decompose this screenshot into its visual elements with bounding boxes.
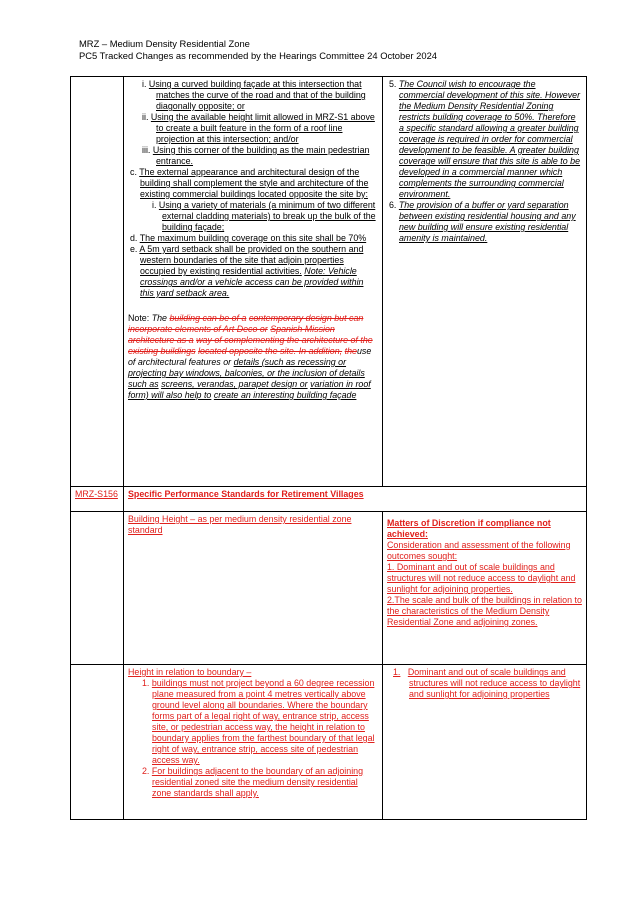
table-row: [71, 512, 587, 665]
list-note: Note: Vehicle crossings and/or a vehicle access can be provided within this yard setback area.: [140, 266, 364, 298]
code-cell: [71, 665, 124, 820]
list-text: Using a variety of materials (a minimum of two different external cladding materials) to break up the bulk of the building façade;: [158, 200, 376, 232]
header-subtitle: PC5 Tracked Changes as recommended by the Hearings Committee 24 October 2024: [79, 50, 437, 61]
matters-of-discretion: [383, 512, 587, 665]
list-marker: e.: [130, 244, 138, 254]
list-marker: i.: [142, 79, 147, 89]
deleted-text: the: [344, 346, 357, 356]
list-text: For buildings adjacent to the boundary of an adjoining residential zoned site the medium density residential zone standards shall apply.: [151, 766, 364, 798]
list-item: [128, 244, 378, 299]
note-text: use of architectural features or: [128, 346, 372, 367]
code-cell: [71, 512, 124, 665]
list-text: Using this corner of the building as the main pedestrian entrance.: [152, 145, 370, 166]
list-item: [128, 233, 378, 244]
list-item: [128, 79, 378, 112]
list-item: [128, 766, 378, 799]
list-text: Using a curved building façade at this intersection that matches the curve of the road and that of the building diagonally opposite; or: [148, 79, 366, 111]
discretion-item: 1. Dominant and out of scale buildings and structures will not reduce access to daylight and sunlight for adjoining properties.: [387, 562, 576, 594]
list-marker: d.: [130, 233, 138, 243]
note-text: projecting bay windows, balconies, or the inclusion of details such as: [128, 368, 365, 389]
list-text: The Council wish to encourage the commercial development of this site. However the Medium Density Residential Zoning restricts building coverage to 50%. Therefore a specific standard allowing a greater building coverage is required in order for commercial development to be feasible. A greater building coverage will ensure that this site is able to be developed in a commercial manner which complements the surrounding commercial environment.: [398, 79, 581, 199]
list-text: The maximum building coverage on this site shall be 70%: [139, 233, 367, 243]
discretion-item: 2.The scale and bulk of the buildings in relation to the characteristics of the Medium Density Residential Zone and adjoining zones.: [387, 595, 582, 627]
deleted-text: Spanish Mission architecture as a: [128, 324, 335, 345]
header-zone-title: MRZ – Medium Density Residential Zone: [79, 38, 250, 49]
list-text: Dominant and out of scale buildings and structures will not reduce access to daylight and sunlight for adjoining properties: [407, 667, 581, 699]
list-item: [128, 167, 378, 200]
list-marker: ii.: [142, 112, 149, 122]
standard-code: MRZ-S156: [71, 487, 124, 512]
deleted-text: located opposite the site. In addition,: [198, 346, 343, 356]
section-title: Specific Performance Standards for Retirement Villages: [124, 487, 587, 512]
note-text: The: [151, 313, 167, 323]
list-item: [387, 667, 582, 700]
note-text: details (such as recessing or: [233, 357, 347, 367]
deleted-text: contemporary design but can: [248, 313, 364, 323]
list-item: [128, 145, 378, 167]
list-text: A 5m yard setback shall be provided on the southern and western boundaries of the site that adjoin properties occupied by existing residential activities.: [139, 244, 364, 276]
list-marker: 6.: [389, 200, 397, 210]
list-item: [128, 200, 378, 233]
list-text: The provision of a buffer or yard separation between existing residential housing and any new building will ensure existing residential amenity is maintained.: [398, 200, 576, 243]
height-boundary-standard: [124, 665, 383, 820]
list-text: Using the available height limit allowed in MRZ-S1 above to create a built feature in the form of a roof line projection at this intersection; and/or: [150, 112, 375, 144]
deleted-text: building can be of a: [169, 313, 247, 323]
list-marker: 5.: [389, 79, 397, 89]
note-label: Note:: [128, 313, 150, 323]
standard-heading: Height in relation to boundary –: [128, 667, 252, 677]
standards-table: [70, 76, 587, 820]
discretion-title: Matters of Discretion if compliance not achieved:: [387, 518, 551, 539]
list-marker: 1.: [142, 678, 150, 688]
table-row: [71, 77, 587, 487]
reason-cell: [383, 77, 587, 487]
list-text: The external appearance and architectural design of the building shall complement the style and architecture of the existing commercial buildings located opposite the site by:: [139, 167, 369, 199]
list-marker: iii.: [142, 145, 151, 155]
note-text: screens, verandas, parapet design or: [161, 379, 308, 389]
deleted-text: incorporate elements of Art Deco or: [128, 324, 268, 334]
page-header: [79, 38, 437, 62]
matters-of-discretion: [383, 665, 587, 820]
list-marker: i.: [152, 200, 157, 210]
list-item: [387, 200, 582, 244]
table-row: [71, 487, 587, 512]
list-item: [387, 79, 582, 200]
building-height-standard: Building Height – as per medium density residential zone standard: [124, 512, 383, 665]
list-marker: c.: [130, 167, 137, 177]
note-text: create an interesting building façade: [213, 390, 357, 400]
code-cell: [71, 77, 124, 487]
discretion-intro: Consideration and assessment of the following outcomes sought:: [387, 540, 571, 561]
list-marker: 1.: [393, 667, 401, 677]
list-item: [128, 678, 378, 766]
design-note: [128, 313, 378, 401]
list-text: buildings must not project beyond a 60 degree recession plane measured from a point 4 metres vertically above ground level along all boundaries. Where the boundary forms part of a legal right of way, entrance strip, access site, or pedestrian access way, the height in relation to boundary applies from the farthest boundary of that legal right of way, entrance strip, access site of pedestrian access way.: [151, 678, 375, 765]
standard-cell: [124, 77, 383, 487]
list-item: [128, 112, 378, 145]
note-text: variation in roof form) will also help to: [128, 379, 371, 400]
deleted-text: way of complementing the architecture of the existing buildings: [128, 335, 373, 356]
list-marker: 2.: [142, 766, 150, 776]
table-row: [71, 665, 587, 820]
